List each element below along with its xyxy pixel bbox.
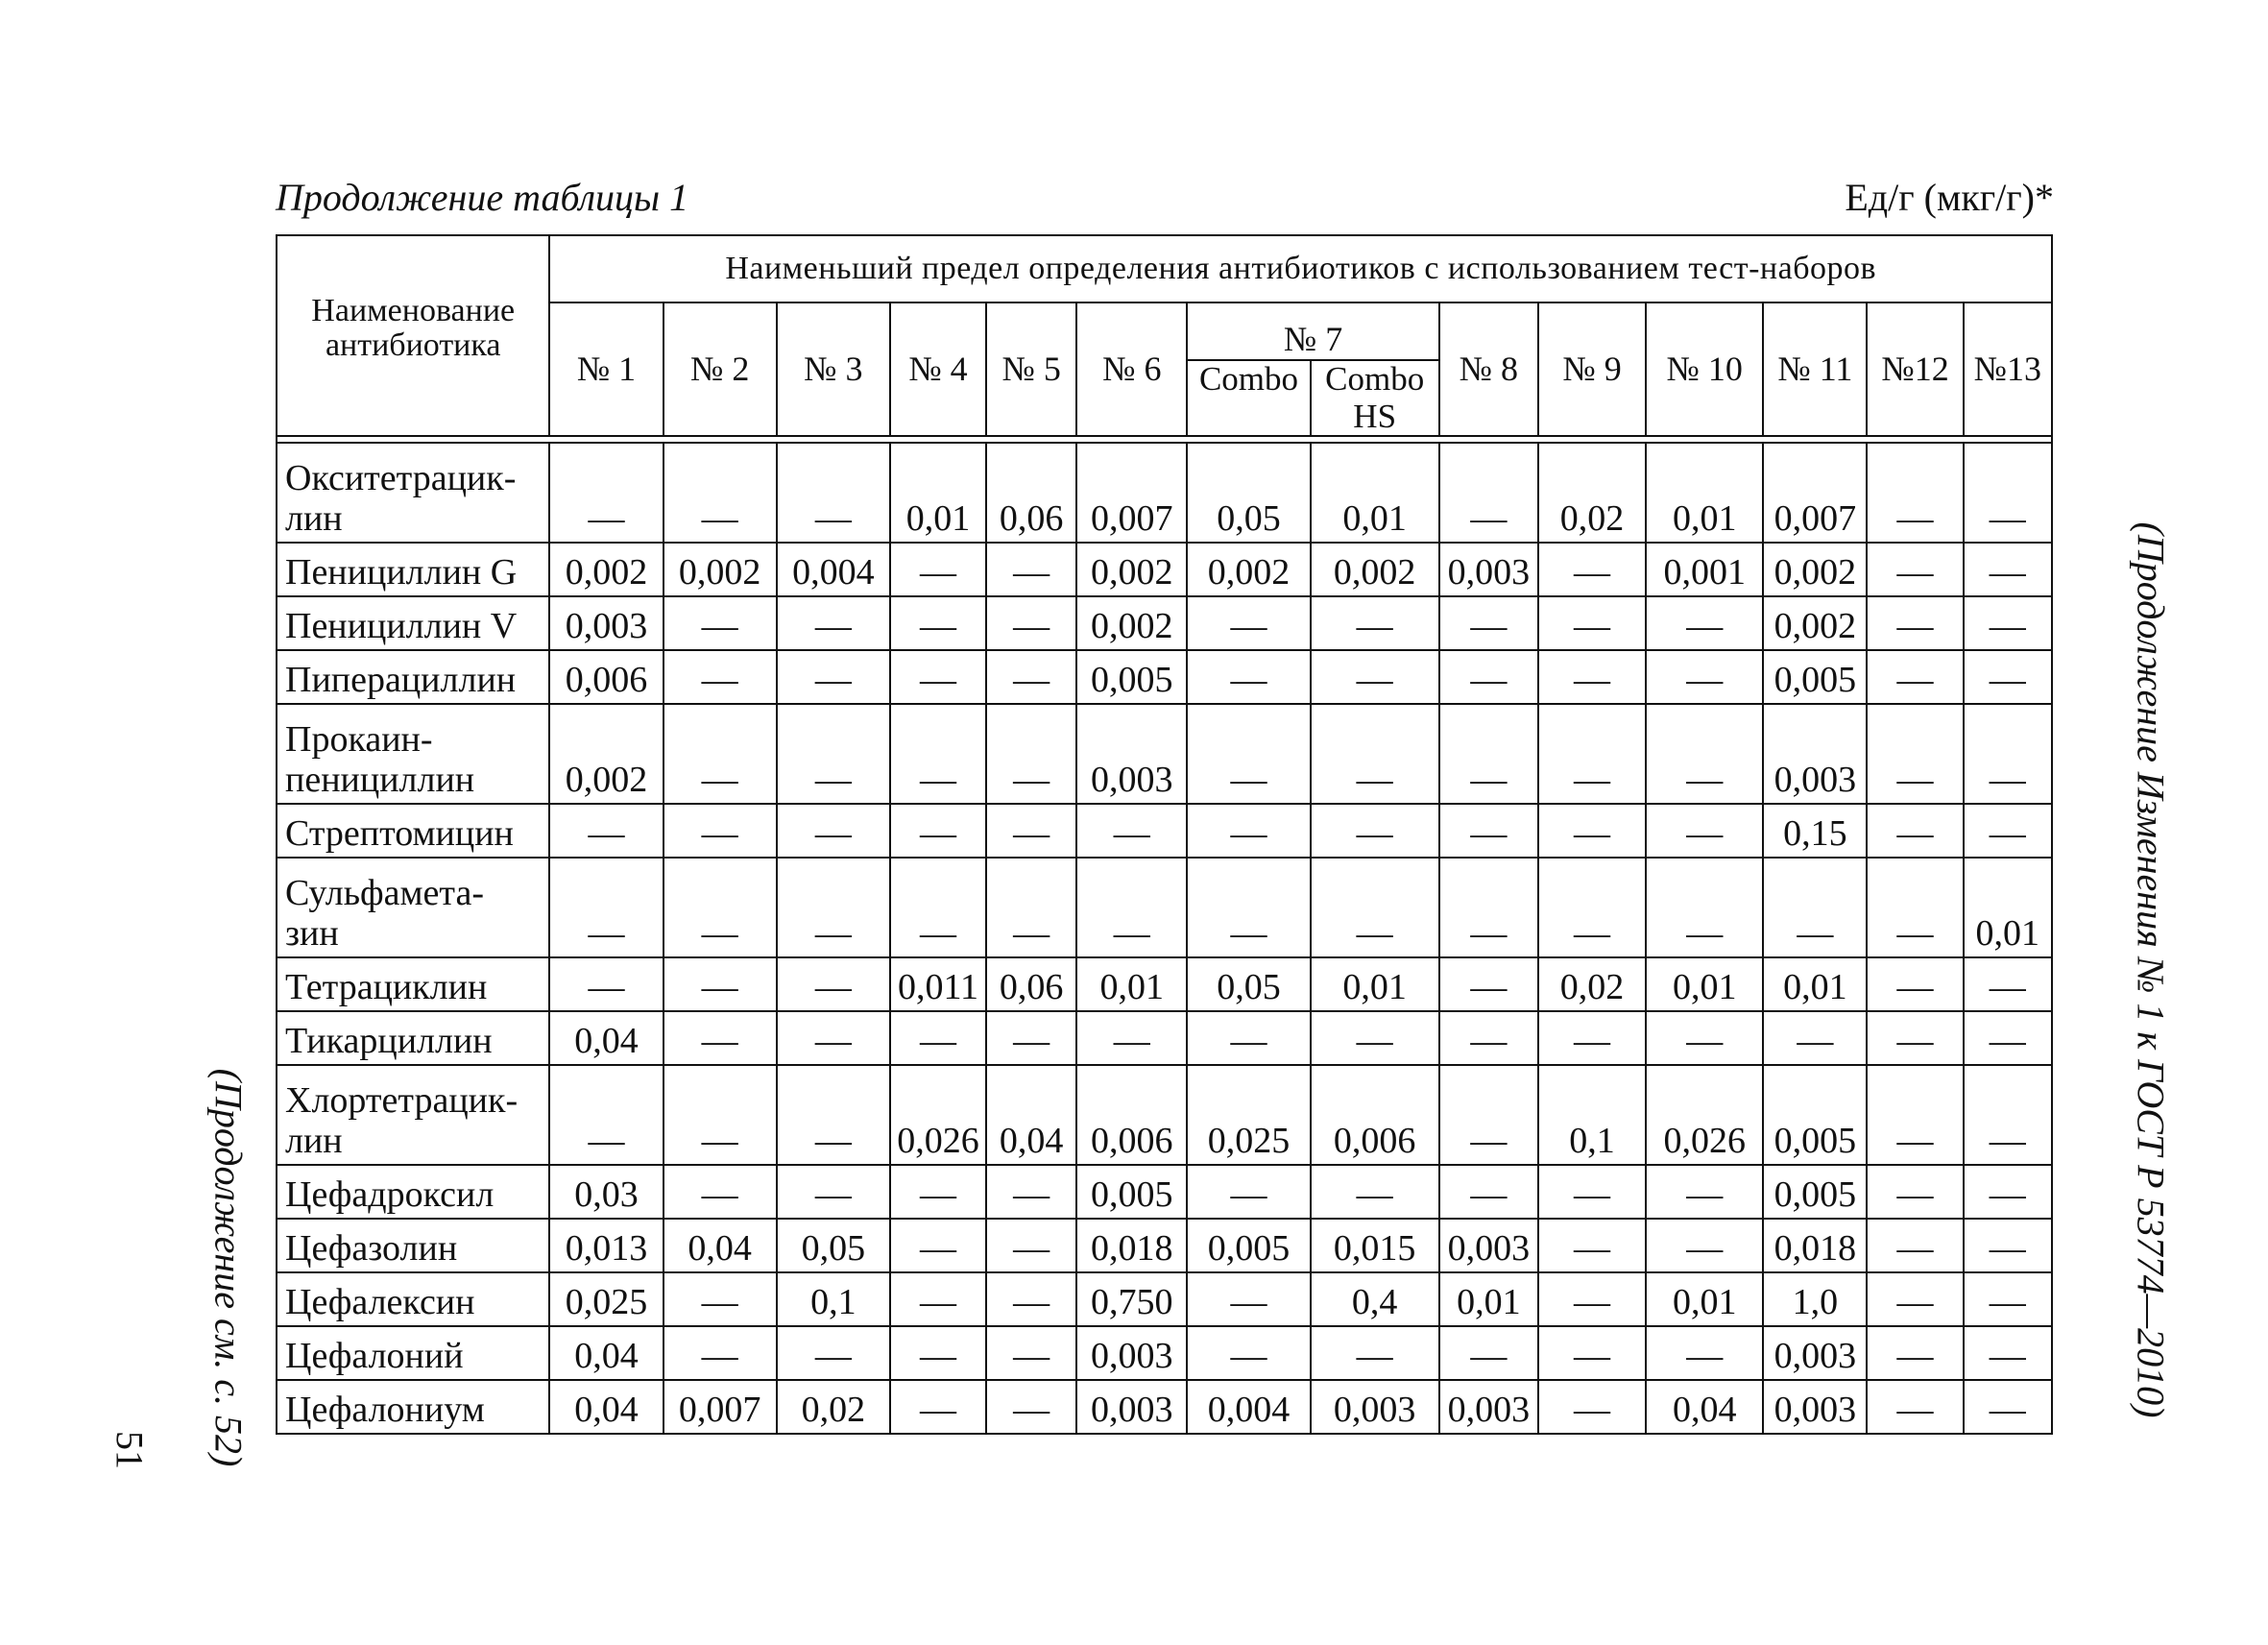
value-cell: —	[664, 804, 777, 858]
value-cell: —	[1763, 1011, 1867, 1065]
value-cell: —	[890, 804, 986, 858]
value-cell: —	[986, 1326, 1076, 1380]
value-cell: —	[664, 1272, 777, 1326]
value-cell: —	[986, 858, 1076, 957]
value-cell: —	[1187, 1165, 1310, 1219]
value-cell: —	[664, 596, 777, 650]
antibiotic-name: Прокаин- пенициллин	[277, 704, 549, 804]
value-cell: 0,003	[1311, 1380, 1439, 1434]
value-cell: 0,05	[1187, 957, 1310, 1011]
value-cell: —	[1311, 1165, 1439, 1219]
value-cell: —	[1646, 650, 1763, 704]
value-cell: —	[1867, 1165, 1963, 1219]
value-cell: —	[1646, 858, 1763, 957]
units-label: Ед/г (мкг/г)*	[1845, 176, 2054, 219]
value-cell: 0,011	[890, 957, 986, 1011]
value-cell: —	[1439, 858, 1538, 957]
antibiotic-name: Окситетрацик- лин	[277, 443, 549, 543]
value-cell: —	[1646, 1011, 1763, 1065]
value-cell: —	[777, 443, 890, 543]
value-cell: 0,006	[1311, 1065, 1439, 1165]
value-cell: —	[1763, 858, 1867, 957]
value-cell: —	[1646, 1165, 1763, 1219]
page-number: 51	[108, 1431, 152, 1469]
value-cell: —	[890, 1165, 986, 1219]
value-cell: —	[890, 1326, 986, 1380]
table-row	[277, 1011, 2052, 1065]
header-kit-3: № 3	[777, 302, 890, 436]
value-cell: 0,01	[1311, 443, 1439, 543]
value-cell: —	[549, 1065, 663, 1165]
header-kit-11: № 11	[1763, 302, 1867, 436]
value-cell: 0,005	[1187, 1219, 1310, 1272]
value-cell: —	[1867, 1065, 1963, 1165]
value-cell: —	[777, 1011, 890, 1065]
value-cell: 0,05	[1187, 443, 1310, 543]
value-cell: 0,01	[1076, 957, 1187, 1011]
value-cell: —	[1964, 443, 2052, 543]
value-cell: —	[1439, 1065, 1538, 1165]
value-cell: 0,003	[1439, 1219, 1538, 1272]
value-cell: 0,1	[1538, 1065, 1646, 1165]
value-cell: —	[890, 650, 986, 704]
value-cell: 0,007	[1763, 443, 1867, 543]
value-cell: —	[1076, 804, 1187, 858]
value-cell: —	[890, 543, 986, 596]
value-cell: —	[664, 1165, 777, 1219]
value-cell: —	[1964, 596, 2052, 650]
value-cell: —	[1439, 804, 1538, 858]
value-cell: —	[777, 858, 890, 957]
value-cell: 0,002	[664, 543, 777, 596]
antibiotic-name: Стрептомицин	[277, 804, 549, 858]
value-cell: 0,04	[549, 1380, 663, 1434]
header-kit-1: № 1	[549, 302, 663, 436]
value-cell: —	[549, 443, 663, 543]
value-cell: 0,003	[1076, 1326, 1187, 1380]
value-cell: 0,002	[1076, 596, 1187, 650]
value-cell: 0,026	[1646, 1065, 1763, 1165]
value-cell: 0,015	[1311, 1219, 1439, 1272]
table-row	[277, 1219, 2052, 1272]
table-row	[277, 957, 2052, 1011]
value-cell: —	[1867, 443, 1963, 543]
value-cell: —	[890, 1272, 986, 1326]
value-cell: —	[1964, 650, 2052, 704]
value-cell: —	[664, 650, 777, 704]
value-cell: 0,004	[1187, 1380, 1310, 1434]
table-row	[277, 443, 2052, 543]
value-cell: —	[1867, 650, 1963, 704]
header-kit-8: № 8	[1439, 302, 1538, 436]
value-cell: —	[1964, 704, 2052, 804]
value-cell: —	[1867, 957, 1963, 1011]
value-cell: —	[1538, 596, 1646, 650]
value-cell: 0,026	[890, 1065, 986, 1165]
value-cell: —	[1187, 858, 1310, 957]
value-cell: —	[1439, 704, 1538, 804]
value-cell: —	[1311, 1326, 1439, 1380]
value-cell: 0,018	[1763, 1219, 1867, 1272]
value-cell: 0,01	[1646, 1272, 1763, 1326]
value-cell: 0,002	[549, 704, 663, 804]
value-cell: —	[1964, 1326, 2052, 1380]
value-cell: 0,05	[777, 1219, 890, 1272]
value-cell: —	[1187, 804, 1310, 858]
running-header-vertical: (Продолжение Изменения № 1 к ГОСТ Р 53774—2010)	[2129, 521, 2173, 1418]
value-cell: —	[777, 650, 890, 704]
value-cell: 0,006	[549, 650, 663, 704]
value-cell: —	[986, 1011, 1076, 1065]
value-cell: —	[1439, 957, 1538, 1011]
header-separator	[277, 436, 2052, 443]
value-cell: 0,01	[1646, 443, 1763, 543]
antibiotic-name: Цефалоний	[277, 1326, 549, 1380]
value-cell: —	[1187, 1326, 1310, 1380]
value-cell: —	[1439, 1326, 1538, 1380]
value-cell: —	[1187, 1272, 1310, 1326]
value-cell: 0,003	[1439, 543, 1538, 596]
value-cell: —	[1964, 1380, 2052, 1434]
table-row	[277, 804, 2052, 858]
value-cell: —	[664, 1065, 777, 1165]
value-cell: —	[1538, 1165, 1646, 1219]
antibiotic-name: Пенициллин V	[277, 596, 549, 650]
value-cell: 0,04	[1646, 1380, 1763, 1434]
value-cell: —	[1964, 804, 2052, 858]
value-cell: —	[777, 596, 890, 650]
value-cell: —	[1538, 543, 1646, 596]
table-row	[277, 596, 2052, 650]
value-cell: 0,005	[1763, 1065, 1867, 1165]
value-cell: 0,003	[1439, 1380, 1538, 1434]
value-cell: 0,4	[1311, 1272, 1439, 1326]
value-cell: —	[1867, 543, 1963, 596]
value-cell: 0,02	[777, 1380, 890, 1434]
antibiotic-name: Тикарциллин	[277, 1011, 549, 1065]
value-cell: 0,002	[1187, 543, 1310, 596]
value-cell: —	[777, 1065, 890, 1165]
antibiotic-name: Цефалексин	[277, 1272, 549, 1326]
value-cell: —	[986, 1219, 1076, 1272]
header-kit-9: № 9	[1538, 302, 1646, 436]
value-cell: 0,018	[1076, 1219, 1187, 1272]
value-cell: 0,01	[1646, 957, 1763, 1011]
value-cell: —	[664, 858, 777, 957]
value-cell: —	[1964, 1272, 2052, 1326]
value-cell: —	[1646, 704, 1763, 804]
value-cell: 0,04	[549, 1011, 663, 1065]
antibiotics-table	[276, 234, 2053, 1435]
value-cell: 0,01	[890, 443, 986, 543]
header-kit-12: №12	[1867, 302, 1963, 436]
value-cell: —	[890, 858, 986, 957]
value-cell: —	[1538, 804, 1646, 858]
table-row	[277, 543, 2052, 596]
value-cell: —	[1646, 1326, 1763, 1380]
value-cell: —	[1867, 1219, 1963, 1272]
value-cell: —	[1646, 804, 1763, 858]
value-cell: 0,003	[549, 596, 663, 650]
value-cell: —	[1439, 1011, 1538, 1065]
value-cell: —	[1867, 1380, 1963, 1434]
value-cell: —	[777, 704, 890, 804]
value-cell: 0,007	[664, 1380, 777, 1434]
value-cell: 0,03	[549, 1165, 663, 1219]
value-cell: 0,002	[1763, 543, 1867, 596]
header-detection-limit: Наименьший предел определения антибиотиков с использованием тест-наборов	[549, 235, 2052, 302]
value-cell: 0,1	[777, 1272, 890, 1326]
value-cell: 0,750	[1076, 1272, 1187, 1326]
value-cell: —	[1439, 650, 1538, 704]
value-cell: —	[1964, 543, 2052, 596]
value-cell: —	[890, 1380, 986, 1434]
table-row	[277, 704, 2052, 804]
value-cell: 0,04	[549, 1326, 663, 1380]
value-cell: 0,003	[1763, 704, 1867, 804]
value-cell: —	[986, 804, 1076, 858]
value-cell: 0,01	[1439, 1272, 1538, 1326]
value-cell: —	[1439, 596, 1538, 650]
value-cell: —	[1076, 1011, 1187, 1065]
value-cell: —	[1538, 1219, 1646, 1272]
value-cell: 0,01	[1763, 957, 1867, 1011]
value-cell: —	[986, 543, 1076, 596]
value-cell: 0,02	[1538, 443, 1646, 543]
value-cell: —	[549, 804, 663, 858]
header-kit-6: № 6	[1076, 302, 1187, 436]
value-cell: —	[1538, 704, 1646, 804]
value-cell: 0,005	[1763, 650, 1867, 704]
antibiotic-name: Цефалониум	[277, 1380, 549, 1434]
value-cell: 0,002	[549, 543, 663, 596]
header-separator-cell	[277, 436, 2052, 443]
value-cell: 0,04	[664, 1219, 777, 1272]
value-cell: —	[664, 957, 777, 1011]
value-cell: 0,003	[1763, 1326, 1867, 1380]
value-cell: —	[777, 1326, 890, 1380]
value-cell: 0,005	[1076, 1165, 1187, 1219]
header-kit-13: №13	[1964, 302, 2052, 436]
table-row	[277, 1272, 2052, 1326]
value-cell: 0,003	[1763, 1380, 1867, 1434]
value-cell: —	[1187, 596, 1310, 650]
value-cell: 0,06	[986, 443, 1076, 543]
value-cell: —	[1538, 650, 1646, 704]
table-row	[277, 1065, 2052, 1165]
value-cell: —	[549, 858, 663, 957]
value-cell: 0,001	[1646, 543, 1763, 596]
value-cell: —	[1964, 1165, 2052, 1219]
value-cell: 0,006	[1076, 1065, 1187, 1165]
table-caption: Продолжение таблицы 1	[276, 176, 689, 219]
value-cell: —	[890, 704, 986, 804]
value-cell: —	[1867, 1326, 1963, 1380]
value-cell: —	[1867, 1011, 1963, 1065]
header-kit-7-combo: Combo	[1187, 360, 1310, 436]
value-cell: 0,025	[549, 1272, 663, 1326]
value-cell: —	[890, 1219, 986, 1272]
antibiotic-name: Пиперациллин	[277, 650, 549, 704]
value-cell: 0,002	[1763, 596, 1867, 650]
value-cell: —	[1867, 804, 1963, 858]
value-cell: —	[777, 957, 890, 1011]
value-cell: —	[1311, 858, 1439, 957]
value-cell: —	[1867, 1272, 1963, 1326]
value-cell: —	[549, 957, 663, 1011]
antibiotic-name: Цефазолин	[277, 1219, 549, 1272]
value-cell: 0,04	[986, 1065, 1076, 1165]
value-cell: 0,02	[1538, 957, 1646, 1011]
value-cell: —	[1187, 1011, 1310, 1065]
value-cell: —	[1538, 1380, 1646, 1434]
value-cell: —	[1187, 704, 1310, 804]
value-cell: 0,004	[777, 543, 890, 596]
value-cell: —	[986, 1272, 1076, 1326]
table-row	[277, 650, 2052, 704]
antibiotic-name: Пенициллин G	[277, 543, 549, 596]
value-cell: —	[664, 1326, 777, 1380]
antibiotic-name: Цефадроксил	[277, 1165, 549, 1219]
value-cell: —	[890, 1011, 986, 1065]
value-cell: 0,007	[1076, 443, 1187, 543]
header-kit-5: № 5	[986, 302, 1076, 436]
value-cell: —	[986, 650, 1076, 704]
value-cell: —	[1311, 596, 1439, 650]
value-cell: —	[1538, 1326, 1646, 1380]
header-kit-7-combo-hs: Combo HS	[1311, 360, 1439, 436]
value-cell: 0,013	[549, 1219, 663, 1272]
value-cell: —	[1311, 650, 1439, 704]
value-cell: —	[986, 596, 1076, 650]
value-cell: —	[664, 443, 777, 543]
value-cell: 0,002	[1311, 543, 1439, 596]
value-cell: —	[777, 804, 890, 858]
value-cell: 0,01	[1311, 957, 1439, 1011]
header-kit-4: № 4	[890, 302, 986, 436]
value-cell: 0,003	[1076, 704, 1187, 804]
value-cell: —	[1964, 1011, 2052, 1065]
value-cell: 0,002	[1076, 543, 1187, 596]
table-row	[277, 1326, 2052, 1380]
value-cell: 0,005	[1076, 650, 1187, 704]
table-row	[277, 1165, 2052, 1219]
header-kit-2: № 2	[664, 302, 777, 436]
value-cell: —	[986, 1380, 1076, 1434]
value-cell: 0,01	[1964, 858, 2052, 957]
value-cell: —	[1076, 858, 1187, 957]
value-cell: —	[1538, 858, 1646, 957]
continuation-note-vertical: (Продолжение см. с. 52)	[206, 1068, 251, 1467]
value-cell: —	[986, 704, 1076, 804]
value-cell: —	[1867, 858, 1963, 957]
value-cell: —	[890, 596, 986, 650]
table-row	[277, 1380, 2052, 1434]
value-cell: —	[1964, 957, 2052, 1011]
antibiotic-name: Хлортетрацик- лин	[277, 1065, 549, 1165]
value-cell: —	[1311, 1011, 1439, 1065]
value-cell: —	[1964, 1065, 2052, 1165]
value-cell: —	[1646, 1219, 1763, 1272]
value-cell: —	[664, 704, 777, 804]
value-cell: —	[664, 1011, 777, 1065]
value-cell: —	[1867, 596, 1963, 650]
value-cell: —	[1187, 650, 1310, 704]
header-kit-10: № 10	[1646, 302, 1763, 436]
value-cell: 0,15	[1763, 804, 1867, 858]
header-kit-7: № 7	[1187, 302, 1438, 360]
antibiotic-name: Тетрациклин	[277, 957, 549, 1011]
value-cell: —	[1538, 1272, 1646, 1326]
value-cell: —	[1439, 443, 1538, 543]
value-cell: —	[1964, 1219, 2052, 1272]
header-antibiotic-name: Наименование антибиотика	[277, 235, 549, 436]
table-row	[277, 858, 2052, 957]
value-cell: 0,025	[1187, 1065, 1310, 1165]
value-cell: 0,003	[1076, 1380, 1187, 1434]
value-cell: —	[1311, 704, 1439, 804]
value-cell: 1,0	[1763, 1272, 1867, 1326]
value-cell: —	[1439, 1165, 1538, 1219]
value-cell: —	[777, 1165, 890, 1219]
value-cell: —	[1311, 804, 1439, 858]
value-cell: 0,06	[986, 957, 1076, 1011]
value-cell: —	[1867, 704, 1963, 804]
value-cell: —	[1646, 596, 1763, 650]
antibiotic-name: Сульфамета- зин	[277, 858, 549, 957]
value-cell: —	[986, 1165, 1076, 1219]
value-cell: —	[1538, 1011, 1646, 1065]
value-cell: 0,005	[1763, 1165, 1867, 1219]
